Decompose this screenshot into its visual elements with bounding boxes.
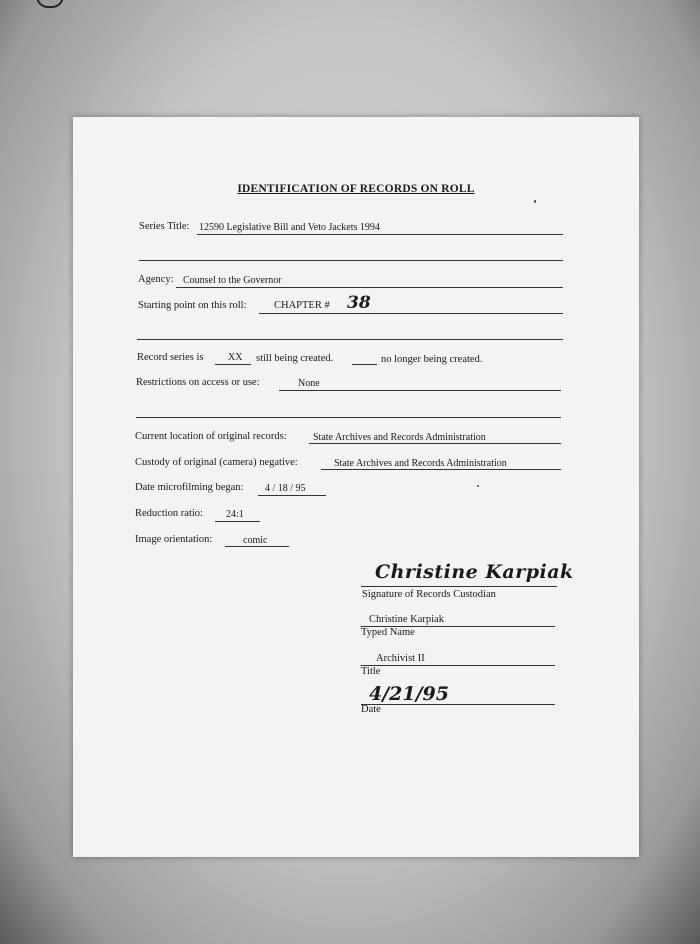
still-being-created-label: still being created.: [256, 353, 334, 364]
record-series-mark: XX: [228, 352, 243, 363]
date-line: [361, 704, 555, 705]
starting-point-line: [259, 313, 563, 314]
reduction-ratio-value: 24:1: [226, 509, 244, 520]
custody-value: State Archives and Records Administration: [334, 458, 507, 469]
image-orientation-value: comic: [243, 535, 268, 546]
signed-date-handwritten: 4/21/95: [369, 683, 449, 705]
agency-line: [176, 287, 563, 288]
restrictions-line: [279, 390, 561, 391]
image-orientation-line: [225, 546, 289, 547]
series-title-label: Series Title:: [139, 221, 190, 232]
date-began-line: [258, 495, 326, 496]
date-began-value: 4 / 18 / 95: [265, 483, 306, 494]
current-location-line: [309, 443, 561, 444]
form-title: IDENTIFICATION OF RECORDS ON ROLL: [237, 183, 475, 195]
current-location-value: State Archives and Records Administration: [313, 432, 486, 443]
typed-name-caption: Typed Name: [361, 627, 415, 638]
records-form-page: [73, 117, 639, 857]
image-orientation-label: Image orientation:: [135, 534, 213, 545]
reduction-ratio-line: [215, 521, 260, 522]
series-title-line: [197, 234, 563, 235]
current-location-label: Current location of original records:: [135, 431, 287, 442]
record-series-label: Record series is: [137, 352, 204, 363]
reduction-ratio-label: Reduction ratio:: [135, 508, 203, 519]
agency-value: Counsel to the Governor: [183, 275, 282, 286]
signature-line: [361, 586, 557, 587]
film-speck: [477, 485, 479, 487]
title-line: [361, 665, 555, 666]
starting-point-value: CHAPTER #: [274, 300, 330, 311]
agency-label: Agency:: [138, 274, 174, 285]
restrictions-value: None: [298, 378, 320, 389]
series-title-value: 12590 Legislative Bill and Veto Jackets 1994: [199, 222, 380, 233]
starting-point-label: Starting point on this roll:: [138, 300, 247, 311]
restrictions-line-2: [136, 417, 561, 418]
title-caption: Title: [361, 666, 381, 677]
date-began-label: Date microfilming began:: [135, 482, 244, 493]
record-series-mark-line: [215, 364, 251, 365]
starting-point-line-2: [137, 339, 563, 340]
film-speck: [534, 200, 536, 203]
film-edge-mark: [36, 0, 64, 8]
starting-point-handwritten: 38: [347, 293, 371, 313]
date-caption: Date: [361, 704, 381, 715]
no-longer-being-created-label: no longer being created.: [381, 354, 483, 365]
series-title-line-2: [139, 260, 563, 261]
custodian-signature: Christine Karpiak: [375, 561, 574, 583]
signature-caption: Signature of Records Custodian: [362, 589, 496, 600]
custody-line: [321, 469, 561, 470]
no-longer-mark-line: [352, 364, 377, 365]
title-value: Archivist II: [376, 653, 425, 664]
restrictions-label: Restrictions on access or use:: [136, 377, 260, 388]
typed-name-value: Christine Karpiak: [369, 614, 444, 625]
custody-label: Custody of original (camera) negative:: [135, 457, 298, 468]
